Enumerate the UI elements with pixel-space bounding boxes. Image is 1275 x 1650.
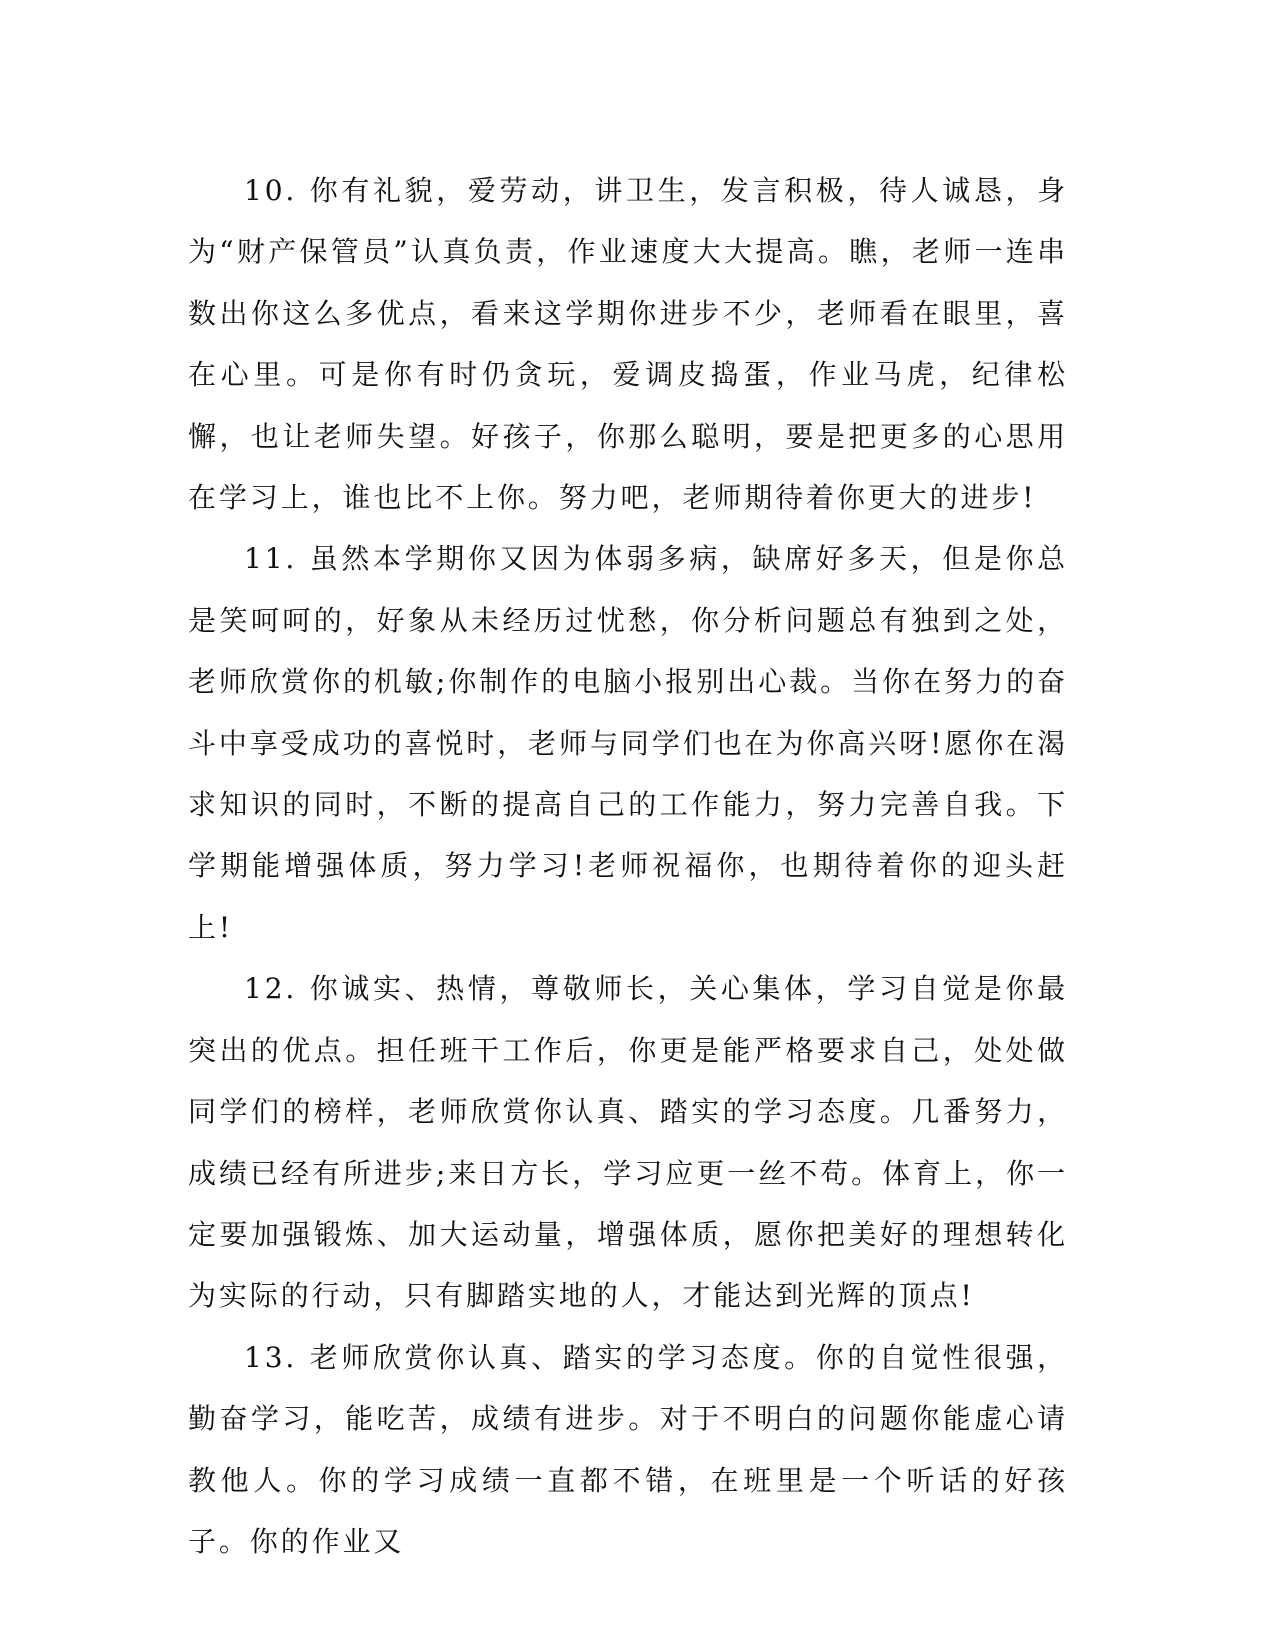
document-body — [188, 160, 1068, 1572]
paragraph-11: 11. 虽然本学期你又因为体弱多病，缺席好多天，但是你总是笑呵呵的，好象从未经历过忧愁，你分析问题总有独到之处，老师欣赏你的机敏;你制作的电脑小报别出心裁。当你在努力的奋斗中享受成功的喜悦时，老师与同学们也在为你高兴呀!愿你在渴求知识的同时，不断的提高自己的工作能力，努力完善自我。下学期能增强体质，努力学习!老师祝福你，也期待着你的迎头赶上! — [188, 542, 1068, 944]
paragraph-13: 13. 老师欣赏你认真、踏实的学习态度。你的自觉性很强，勤奋学习，能吃苦，成绩有进步。对于不明白的问题你能虚心请教他人。你的学习成绩一直都不错，在班里是一个听话的好孩子。你的作业又 — [188, 1340, 1068, 1558]
paragraph-10: 10. 你有礼貌，爱劳动，讲卫生，发言积极，待人诚恳，身为“财产保管员”认真负责，作业速度大大提高。瞧，老师一连串数出你这么多优点，看来这学期你进步不少，老师看在眼里，喜在心里。可是你有时仍贪玩，爱调皮捣蛋，作业马虎，纪律松懈，也让老师失望。好孩子，你那么聪明，要是把更多的心思用在学习上，谁也比不上你。努力吧，老师期待着你更大的进步! — [188, 174, 1068, 515]
paragraph-12: 12. 你诚实、热情，尊敬师长，关心集体，学习自觉是你最突出的优点。担任班干工作后，你更是能严格要求自己，处处做同学们的榜样，老师欣赏你认真、踏实的学习态度。几番努力，成绩已经有所进步;来日方长，学习应更一丝不苟。体育上，你一定要加强锻炼、加大运动量，增强体质，愿你把美好的理想转化为实际的行动，只有脚踏实地的人，才能达到光辉的顶点! — [188, 972, 1068, 1313]
